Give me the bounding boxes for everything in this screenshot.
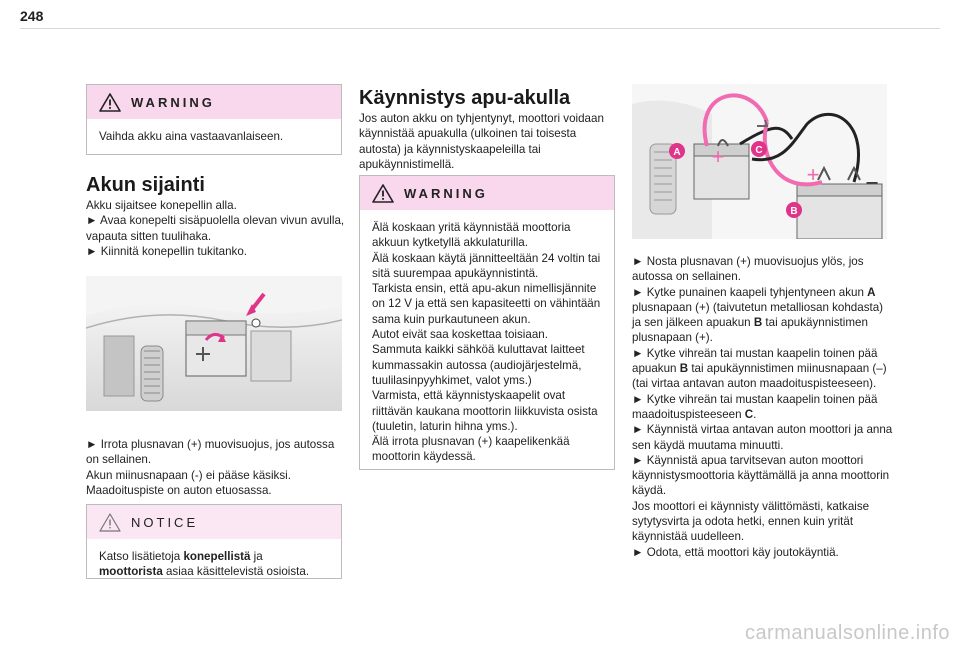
warning-line: Tarkista ensin, että apu-akun nimellisjännite on 12 V ja että sen kapasiteetti on vähintään sama kuin purkautuneen akun. xyxy=(372,282,601,326)
warning-header xyxy=(87,85,341,119)
battery-location-image xyxy=(86,276,342,411)
diagram-minus-b: – xyxy=(866,171,878,193)
ground-point-note: Maadoituspiste on auton etuosassa. xyxy=(86,483,272,497)
step-start-recipient: ► Käynnistä apua tarvitsevan auton moottori käynnistysmoottoria käyttämällä ja anna moottorin käydä. xyxy=(632,453,890,498)
negative-terminal-note: Akun miinusnapaan (-) ei pääse käsiksi. xyxy=(86,468,291,482)
warning-line: Sammuta kaikki sähköä kuluttavat laitteet kummassakin autossa (audiojärjestelmä, tuulilasinpyyhkimet, valot yms.) xyxy=(372,343,585,387)
step-ref-b: B xyxy=(753,316,763,330)
warning-line: Autot eivät saa koskettaa toisiaan. xyxy=(372,328,548,342)
step-text: ► Kytke vihreän tai mustan kaapelin toinen pää apuakun xyxy=(632,346,878,376)
notice-box xyxy=(86,504,342,579)
warning-line: Varmista, että käynnistyskaapelit ovat riittävän kaukana moottorin liikkuvista osista (tuuletin, laturin hihna yms.). xyxy=(372,389,598,433)
page-number: 248 xyxy=(20,8,44,24)
warning-text xyxy=(360,210,614,475)
step-connect-black-b xyxy=(632,346,894,392)
intro-step: ► Avaa konepelti sisäpuolella olevan vivun avulla, vapauta sitten tuulihaka. xyxy=(86,214,345,243)
battery-location-intro xyxy=(86,198,348,259)
notice-text-part: asiaa käsittelevistä osioista. xyxy=(162,565,310,579)
jump-start-diagram xyxy=(632,84,887,239)
step-retry-note: Jos moottori ei käynnisty välittömästi, katkaise sytytysvirta ja odota hetki, ennen kuin yrität käynnistää uudelleen. xyxy=(632,499,870,544)
diagram-plus-b: + xyxy=(806,162,820,187)
intro-step: ► Kiinnitä konepellin tukitanko. xyxy=(86,244,247,258)
step-connect-black-c xyxy=(632,392,894,423)
step-wait-idle: ► Odota, että moottori käy joutokäyntiä. xyxy=(632,545,839,559)
step-text: tai apukäynnistimen plusnapaan (+). xyxy=(632,316,868,345)
warning-icon xyxy=(99,93,121,112)
step-ref-b: B xyxy=(679,362,689,376)
warning-line: Älä koskaan käytä jännitteeltään 24 voltin tai sitä suurempaa apukäynnistintä. xyxy=(372,251,601,280)
warning-text: Vaihda akku aina vastaavanlaiseen. xyxy=(99,130,284,143)
step-ref-a: A xyxy=(867,285,876,299)
step-text: plusnapaan (+) (taivutetun metalliosan kohdasta) ja sen jälkeen apuakun xyxy=(632,300,884,330)
jump-start-intro: Jos auton akku on tyhjentynyt, moottori voidaan käynnistää apuakulla (ulkoinen tai toisesta autosta) ja käynnistyskaapeleilla tai apukäynnistimellä. xyxy=(359,112,604,171)
battery-location-steps xyxy=(86,437,348,498)
step-text: tai apukäynnistimen miinusnapaan (–) (tai virtaa antavan auton maadoituspisteeseen). xyxy=(632,362,887,391)
warning-label: WARNING xyxy=(131,94,215,110)
step-text: . xyxy=(753,407,757,421)
notice-bold-engine: moottorista xyxy=(99,565,163,579)
warning-label: WARNING xyxy=(404,185,488,201)
step-connect-red xyxy=(632,285,894,346)
notice-label: NOTICE xyxy=(131,514,199,530)
jump-start-steps xyxy=(632,254,894,560)
diagram-label-a: A xyxy=(673,147,681,158)
notice-text xyxy=(87,539,341,590)
diagram-label-c: C xyxy=(755,145,763,156)
step-start-donor: ► Käynnistä virtaa antavan auton moottori ja anna sen käydä muutama minuutti. xyxy=(632,423,893,452)
header-rule xyxy=(20,28,940,29)
step-remove-cover: ► Irrota plusnavan (+) muovisuojus, jos autossa on sellainen. xyxy=(86,438,335,467)
warning-line: Älä koskaan yritä käynnistää moottoria akkuun kytketyllä akkulaturilla. xyxy=(372,221,571,250)
notice-bold-hood: konepellistä xyxy=(183,550,251,563)
step-text: ► Kytke punainen kaapeli tyhjentyneen akun xyxy=(632,285,868,299)
notice-text-part: ja xyxy=(250,550,263,563)
engine-bay-illustration xyxy=(86,276,342,411)
section-title-jump-start: Käynnistys apu-akulla xyxy=(359,87,571,109)
notice-text-part: Katso lisätietoja xyxy=(99,550,184,563)
intro-line: Akku sijaitsee konepellin alla. xyxy=(86,199,237,212)
warning-icon xyxy=(372,184,394,203)
warning-box-battery xyxy=(86,84,342,155)
notice-icon xyxy=(99,513,121,532)
warning-box-jump-start xyxy=(359,175,615,470)
notice-header xyxy=(87,505,341,539)
step-ref-c: C xyxy=(744,407,754,421)
warning-line: Älä irrota plusnavan (+) kaapelikenkää moottorin käydessä. xyxy=(372,435,570,464)
diagram-plus-a: + xyxy=(711,144,725,169)
section-title-battery-location: Akun sijainti xyxy=(86,174,205,196)
jump-start-illustration xyxy=(632,84,887,239)
step-lift-cover: ► Nosta plusnavan (+) muovisuojus ylös, jos autossa on sellainen. xyxy=(632,255,864,284)
step-text: ► Kytke vihreän tai mustan kaapelin toinen pää maadoituspisteeseen xyxy=(632,392,878,421)
diagram-label-b: B xyxy=(790,206,798,217)
warning-header xyxy=(360,176,614,210)
watermark-logo: carmanualsonline.info xyxy=(744,622,950,644)
